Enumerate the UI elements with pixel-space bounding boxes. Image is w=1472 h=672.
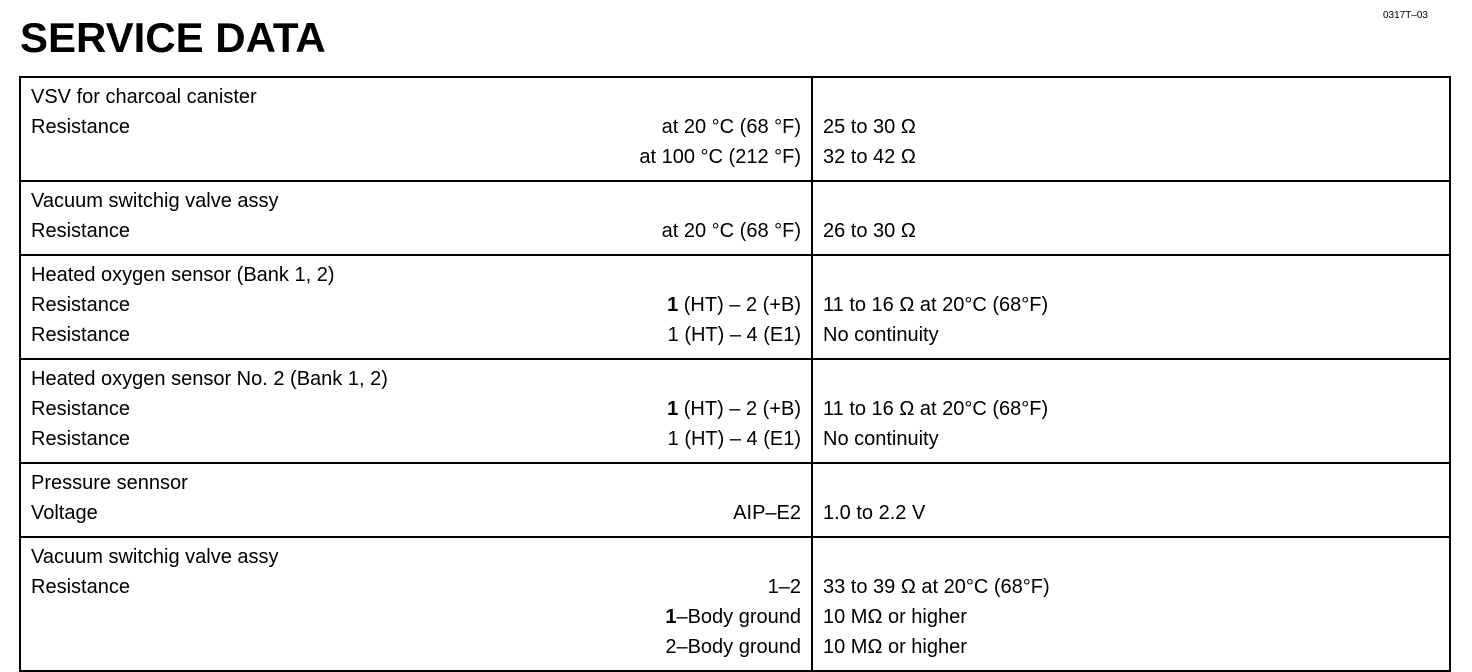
spec-value: 25 to 30 Ω [823,116,916,138]
condition [768,576,801,606]
value-cell [812,255,1450,359]
value-spacer [823,190,1439,220]
section-heading [31,190,801,220]
spec-value: No continuity [823,428,939,450]
item-label: Resistance [31,220,130,242]
value-cell [812,359,1450,463]
spec-value: 11 to 16 Ω at 20°C (68°F) [823,398,1049,420]
item-label: Resistance [31,294,130,316]
section-heading [31,546,801,576]
condition-text: 1–2 [767,576,801,598]
condition-text: 1 (HT) – 4 (E1) [667,324,801,346]
section-name: Heated oxygen sensor No. 2 (Bank 1, 2) [31,368,388,390]
table-row [20,463,1450,537]
condition [667,398,801,428]
spec-line [31,428,801,458]
spec-line [31,502,801,532]
spec-cell [20,537,812,671]
section-heading [31,86,801,116]
spec-line [31,116,801,146]
section-name: Vacuum switchig valve assy [31,546,279,568]
spec-line [31,324,801,354]
document-code: 0317T–03 [1382,10,1428,21]
table-row [20,255,1450,359]
condition-text: AIP–E2 [733,502,801,524]
condition-text: (HT) – 2 (+B) [678,294,801,316]
table-row [20,181,1450,255]
spec-cell [20,181,812,255]
value-spacer [823,546,1439,576]
spec-value: 10 MΩ or higher [823,606,967,628]
spec-cell [20,463,812,537]
spec-value: No continuity [823,324,939,346]
spec-line [31,576,801,606]
item-label: Voltage [31,502,98,524]
spec-line [31,146,801,176]
condition [639,146,801,176]
condition [668,324,801,354]
spec-cell [20,77,812,181]
condition [665,636,801,666]
section-name: Vacuum switchig valve assy [31,190,279,212]
condition-text: 2–Body ground [665,636,801,658]
spec-line [31,636,801,666]
section-name: VSV for charcoal canister [31,86,257,108]
spec-value: 26 to 30 Ω [823,220,916,242]
table-row [20,359,1450,463]
value-spacer [823,472,1439,502]
value-cell [812,77,1450,181]
section-name: Pressure sennsor [31,472,188,494]
value-cell [812,463,1450,537]
item-label: Resistance [31,116,130,138]
spec-cell [20,255,812,359]
spec-value: 32 to 42 Ω [823,146,916,168]
spec-value: 11 to 16 Ω at 20°C (68°F) [823,294,1049,316]
spec-line [31,398,801,428]
condition-text: at 20 °C (68 °F) [661,116,801,138]
item-label: Resistance [31,398,130,420]
table-row [20,537,1450,671]
condition-text: at 100 °C (212 °F) [639,146,801,168]
value-spacer [823,86,1439,116]
value-spacer [823,368,1439,398]
condition-text: –Body ground [676,606,801,628]
condition [662,116,801,146]
condition [662,220,801,250]
spec-line [31,606,801,636]
condition-text: (HT) – 2 (+B) [678,398,801,420]
condition-text: 1 (HT) – 4 (E1) [667,428,801,450]
terminal-number: 1 [667,398,679,420]
section-heading [31,472,801,502]
section-name: Heated oxygen sensor (Bank 1, 2) [31,264,335,286]
condition [667,294,801,324]
item-label: Resistance [31,576,130,598]
spec-value: 1.0 to 2.2 V [823,502,926,524]
terminal-number: 1 [665,606,677,628]
section-heading [31,368,801,398]
item-label: Resistance [31,324,130,346]
spec-value: 33 to 39 Ω at 20°C (68°F) [823,576,1050,598]
value-cell [812,537,1450,671]
condition [668,428,801,458]
service-data-table [19,76,1451,672]
value-spacer [823,264,1439,294]
table-row [20,77,1450,181]
spec-value: 10 MΩ or higher [823,636,967,658]
value-cell [812,181,1450,255]
section-heading [31,264,801,294]
spec-line [31,220,801,250]
spec-line [31,294,801,324]
condition [665,606,801,636]
condition-text: at 20 °C (68 °F) [661,220,801,242]
spec-cell [20,359,812,463]
item-label: Resistance [31,428,130,450]
terminal-number: 1 [667,294,679,316]
condition [733,502,801,532]
page-title: SERVICE DATA [20,14,326,61]
